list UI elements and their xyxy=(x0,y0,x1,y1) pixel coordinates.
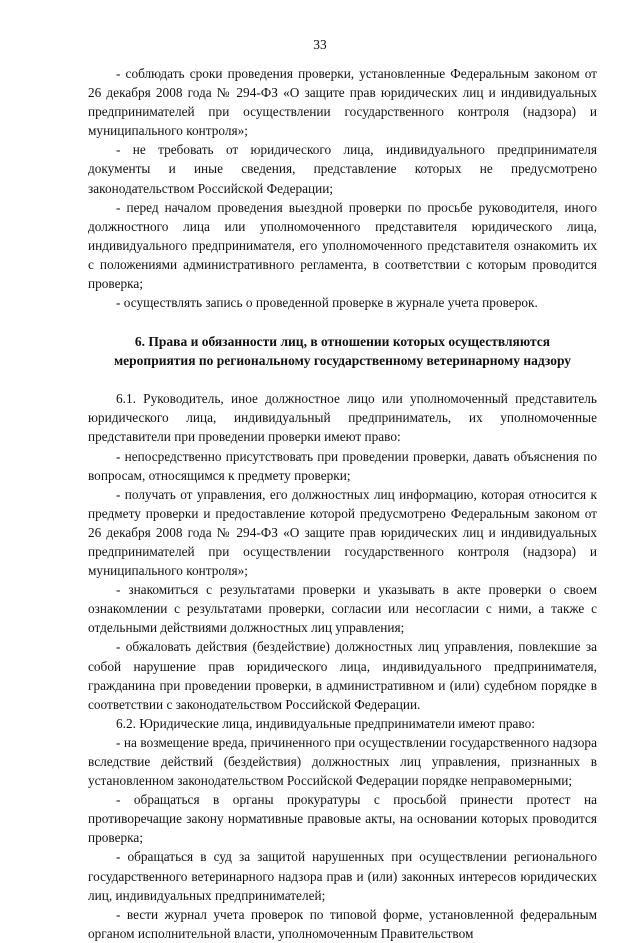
clause-6-1 xyxy=(88,389,597,714)
clause-6-2 xyxy=(88,714,597,943)
clause-6-2-item: - обращаться в органы прокуратуры с просьбой принести протест на противоречащие закону нормативные правовые акты, на основании которых проводится проверка; xyxy=(88,792,597,846)
clause-6-1-item: - знакомиться с результатами проверки и указывать в акте проверки о своем ознакомлении с результатами проверки, согласии или несогласии с ними, а также с отдельными действиями должностных лиц управления; xyxy=(88,582,597,636)
clause-6-1-lead: 6.1. Руководитель, иное должностное лицо или уполномоченный представитель юридического лица, индивидуальный предприниматель, их уполномоченные представители при проведении проверки имеют право: xyxy=(88,391,597,445)
section-title-line-1: 6. Права и обязанности лиц, в отношении которых осуществляются xyxy=(134,334,551,350)
intro-item: - соблюдать сроки проведения проверки, установленные Федеральным законом от 26 декабря 2008 года № 294-ФЗ «О защите прав юридических лиц и индивидуальных предпринимателей при осуществлении государственного контроля (надзора) и муниципального контроля»; xyxy=(88,66,597,139)
clause-6-1-item: - обжаловать действия (бездействие) должностных лиц управления, повлекшие за собой нарушение прав юридического лица, индивидуального предпринимателя, гражданина при проведении проверки, в административном и (или) судебном порядке в соответствии с законодательством Российской Федерации. xyxy=(88,639,597,712)
section-title-line-2: мероприятия по региональному государственному ветеринарному надзору xyxy=(113,353,572,369)
clause-6-2-item: - вести журнал учета проверок по типовой форме, установленной федеральным органом исполнительной власти, уполномоченным Правительством xyxy=(88,906,597,941)
clause-6-1-item: - получать от управления, его должностных лиц информацию, которая относится к предмету проверки и предоставление которой предусмотрено Федеральным законом от 26 декабря 2008 года № 294-ФЗ «О защите прав юридических лиц и индивидуальных предпринимателей при осуществлении государственного контроля (надзора) и муниципального контроля»; xyxy=(88,486,597,579)
intro-item: - перед началом проведения выездной проверки по просьбе руководителя, иного должностного лица или уполномоченного представителя юридического лица, индивидуального предпринимателя, его уполномоченного представителя ознакомить их с положениями административного регламента, в соответствии с которым проводится проверка; xyxy=(88,199,597,292)
section-6-heading xyxy=(88,332,597,370)
clause-6-2-item: - обращаться в суд за защитой нарушенных при осуществлении регионального государственного ветеринарного надзора прав и (или) законных интересов юридических лиц, индивидуальных предпринимателей; xyxy=(88,849,597,903)
clause-6-1-item: - непосредственно присутствовать при проведении проверки, давать объяснения по вопросам, относящимся к предмету проверки; xyxy=(88,448,597,483)
clause-6-2-lead: 6.2. Юридические лица, индивидуальные предприниматели имеют право: xyxy=(116,715,535,731)
intro-list xyxy=(88,64,597,312)
clause-6-2-item: - на возмещение вреда, причиненного при осуществлении государственного надзора вследствие действий (бездействия) должностных лиц управления, признанных в установленном законодательством Российской Федерации порядке неправомерными; xyxy=(88,734,597,789)
intro-item: - осуществлять запись о проведенной проверке в журнале учета проверок. xyxy=(116,295,538,311)
page-body xyxy=(88,64,597,943)
intro-item: - не требовать от юридического лица, индивидуального предпринимателя документы и иные сведения, представление которых не предусмотрено законодательством Российской Федерации; xyxy=(88,142,597,196)
page-number: 33 xyxy=(313,37,327,52)
